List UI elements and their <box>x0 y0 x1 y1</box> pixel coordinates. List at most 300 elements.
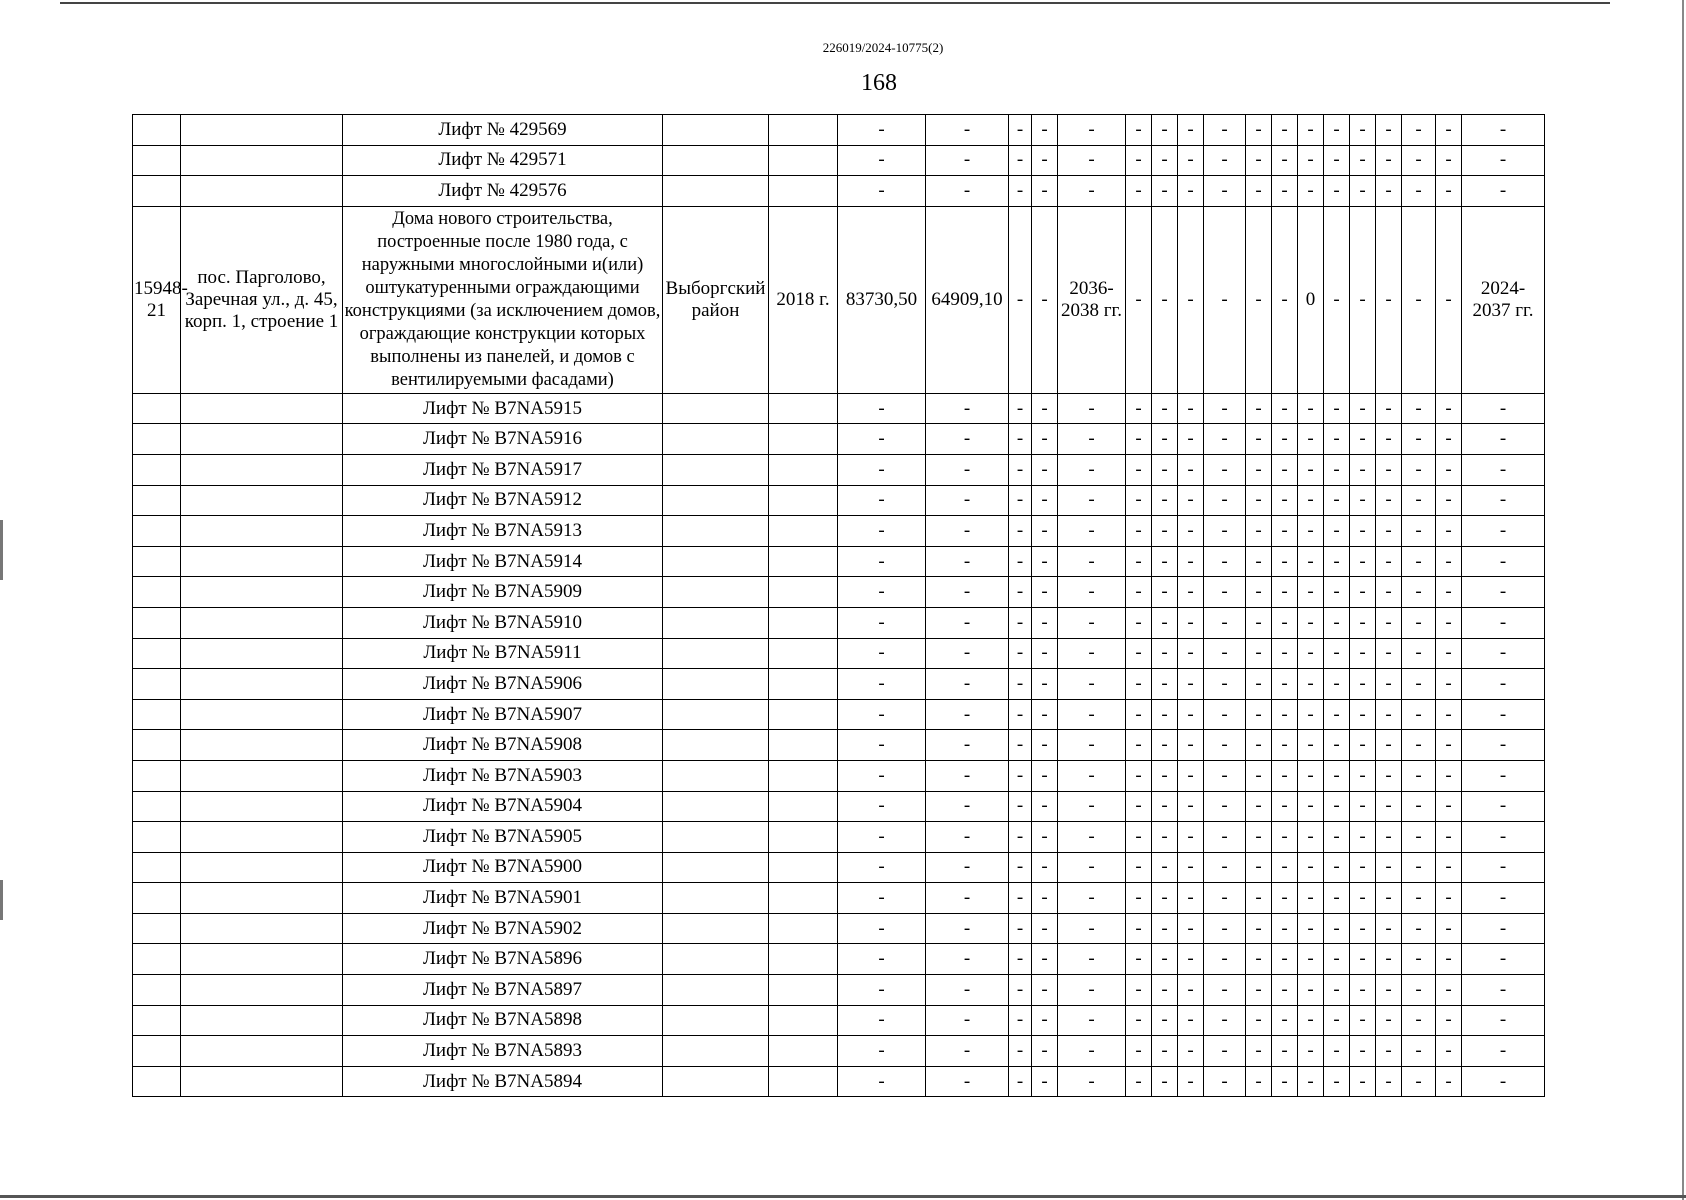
dash-cell: - <box>1204 485 1246 516</box>
dash-cell: - <box>838 944 926 975</box>
dash-cell: - <box>1402 975 1436 1006</box>
dash-cell: - <box>1272 206 1298 393</box>
empty-cell <box>181 485 343 516</box>
dash-cell: - <box>1204 791 1246 822</box>
dash-cell: - <box>1402 913 1436 944</box>
lift-row <box>133 730 1545 761</box>
dash-cell: - <box>1032 424 1058 455</box>
dash-cell: - <box>1462 607 1545 638</box>
empty-cell <box>769 730 838 761</box>
dash-cell: - <box>1204 1036 1246 1067</box>
dash-cell: - <box>1126 546 1152 577</box>
dash-cell: - <box>838 546 926 577</box>
dash-cell: - <box>1272 760 1298 791</box>
dash-cell: - <box>838 1005 926 1036</box>
empty-cell <box>133 913 181 944</box>
dash-cell: - <box>1126 1066 1152 1097</box>
dash-cell: - <box>1058 822 1126 853</box>
dash-cell: - <box>926 944 1009 975</box>
empty-cell <box>663 176 769 207</box>
dash-cell: - <box>926 485 1009 516</box>
dash-cell: - <box>1204 669 1246 700</box>
dash-cell: - <box>1009 883 1032 914</box>
dash-cell: - <box>1058 638 1126 669</box>
dash-cell: - <box>1376 699 1402 730</box>
dash-cell: - <box>1152 176 1178 207</box>
dash-cell: - <box>1298 145 1324 176</box>
dash-cell: - <box>1462 577 1545 608</box>
empty-cell <box>133 944 181 975</box>
lift-row <box>133 176 1545 207</box>
dash-cell: - <box>1324 638 1350 669</box>
dash-cell: - <box>1204 975 1246 1006</box>
empty-cell <box>133 516 181 547</box>
dash-cell: - <box>1350 852 1376 883</box>
dash-cell: - <box>1462 516 1545 547</box>
dash-cell: - <box>838 975 926 1006</box>
dash-cell: - <box>1436 944 1462 975</box>
lift-name-cell: Лифт № B7NA5910 <box>343 607 663 638</box>
dash-cell: - <box>1204 944 1246 975</box>
empty-cell <box>769 760 838 791</box>
empty-cell <box>181 669 343 700</box>
dash-cell: - <box>1402 607 1436 638</box>
dash-cell: - <box>838 883 926 914</box>
dash-cell: - <box>1324 1066 1350 1097</box>
lift-row <box>133 852 1545 883</box>
dash-cell: - <box>1436 145 1462 176</box>
dash-cell: - <box>1126 944 1152 975</box>
dash-cell: - <box>1376 607 1402 638</box>
empty-cell <box>663 638 769 669</box>
dash-cell: - <box>1009 1066 1032 1097</box>
dash-cell: - <box>1152 485 1178 516</box>
empty-cell <box>181 791 343 822</box>
dash-cell: - <box>1126 516 1152 547</box>
work-period-cell: 2036-2038 гг. <box>1058 206 1126 393</box>
lift-row <box>133 1005 1545 1036</box>
dash-cell: - <box>1402 791 1436 822</box>
dash-cell: - <box>1152 424 1178 455</box>
dash-cell: - <box>1376 822 1402 853</box>
dash-cell: - <box>1009 791 1032 822</box>
dash-cell: - <box>1152 206 1178 393</box>
empty-cell <box>663 699 769 730</box>
dash-cell: - <box>1462 975 1545 1006</box>
empty-cell <box>663 852 769 883</box>
empty-cell <box>663 883 769 914</box>
dash-cell: - <box>1178 913 1204 944</box>
dash-cell: - <box>1376 454 1402 485</box>
lift-row <box>133 669 1545 700</box>
dash-cell: - <box>1376 638 1402 669</box>
empty-cell <box>769 485 838 516</box>
dash-cell: - <box>1376 944 1402 975</box>
dash-cell: - <box>1009 206 1032 393</box>
dash-cell: - <box>1272 115 1298 146</box>
empty-cell <box>181 454 343 485</box>
dash-cell: - <box>1032 206 1058 393</box>
dash-cell: - <box>1324 1036 1350 1067</box>
lift-row <box>133 699 1545 730</box>
dash-cell: - <box>1324 760 1350 791</box>
dash-cell: - <box>1152 699 1178 730</box>
dash-cell: - <box>1152 944 1178 975</box>
dash-cell: - <box>1402 730 1436 761</box>
dash-cell: - <box>1009 699 1032 730</box>
dash-cell: - <box>1376 852 1402 883</box>
dash-cell: - <box>1350 913 1376 944</box>
empty-cell <box>133 1005 181 1036</box>
dash-cell: - <box>1009 516 1032 547</box>
dash-cell: - <box>1298 852 1324 883</box>
dash-cell: - <box>1204 424 1246 455</box>
dash-cell: - <box>1350 485 1376 516</box>
dash-cell: - <box>1298 1036 1324 1067</box>
dash-cell: - <box>1178 638 1204 669</box>
dash-cell: - <box>926 393 1009 424</box>
dash-cell: - <box>1298 883 1324 914</box>
dash-cell: - <box>1246 485 1272 516</box>
dash-cell: - <box>1376 485 1402 516</box>
empty-cell <box>181 546 343 577</box>
dash-cell: - <box>1178 760 1204 791</box>
lift-name-cell: Лифт № B7NA5909 <box>343 577 663 608</box>
empty-cell <box>663 730 769 761</box>
dash-cell: - <box>838 454 926 485</box>
dash-cell: - <box>1058 454 1126 485</box>
dash-cell: - <box>1009 546 1032 577</box>
dash-cell: - <box>1009 730 1032 761</box>
lift-row <box>133 577 1545 608</box>
dash-cell: - <box>1204 393 1246 424</box>
dash-cell: - <box>926 669 1009 700</box>
empty-cell <box>663 145 769 176</box>
dash-cell: - <box>1126 176 1152 207</box>
overall-period-cell: 2024-2037 гг. <box>1462 206 1545 393</box>
dash-cell: - <box>1272 638 1298 669</box>
empty-cell <box>133 393 181 424</box>
empty-cell <box>769 638 838 669</box>
dash-cell: - <box>1350 607 1376 638</box>
empty-cell <box>181 760 343 791</box>
empty-cell <box>181 176 343 207</box>
dash-cell: - <box>1272 393 1298 424</box>
empty-cell <box>769 454 838 485</box>
dash-cell: - <box>1324 699 1350 730</box>
dash-cell: - <box>838 485 926 516</box>
empty-cell <box>133 975 181 1006</box>
dash-cell: - <box>1204 699 1246 730</box>
dash-cell: - <box>1298 944 1324 975</box>
dash-cell: - <box>1126 975 1152 1006</box>
lift-row <box>133 516 1545 547</box>
empty-cell <box>133 791 181 822</box>
dash-cell: - <box>1178 145 1204 176</box>
lift-name-cell: Лифт № B7NA5911 <box>343 638 663 669</box>
dash-cell: - <box>1462 1036 1545 1067</box>
empty-cell <box>663 516 769 547</box>
lift-row <box>133 883 1545 914</box>
lift-name-cell: Лифт № B7NA5907 <box>343 699 663 730</box>
dash-cell: - <box>926 115 1009 146</box>
dash-cell: - <box>926 454 1009 485</box>
dash-cell: - <box>1376 577 1402 608</box>
empty-cell <box>663 115 769 146</box>
dash-cell: - <box>838 393 926 424</box>
dash-cell: - <box>1152 516 1178 547</box>
dash-cell: - <box>1462 1005 1545 1036</box>
dash-cell: - <box>1178 424 1204 455</box>
dash-cell: - <box>1272 1066 1298 1097</box>
lift-row <box>133 822 1545 853</box>
dash-cell: - <box>1032 699 1058 730</box>
dash-cell: - <box>1204 883 1246 914</box>
empty-cell <box>133 546 181 577</box>
empty-cell <box>663 454 769 485</box>
empty-cell <box>769 822 838 853</box>
dash-cell: - <box>1009 485 1032 516</box>
empty-cell <box>133 822 181 853</box>
dash-cell: - <box>926 699 1009 730</box>
dash-cell: - <box>926 1036 1009 1067</box>
lift-row <box>133 975 1545 1006</box>
dash-cell: - <box>1462 730 1545 761</box>
dash-cell: - <box>1152 883 1178 914</box>
dash-cell: - <box>1298 1005 1324 1036</box>
dash-cell: - <box>1324 669 1350 700</box>
dash-cell: - <box>1058 944 1126 975</box>
dash-cell: - <box>1126 393 1152 424</box>
dash-cell: - <box>926 516 1009 547</box>
dash-cell: - <box>1126 115 1152 146</box>
dash-cell: - <box>1126 485 1152 516</box>
empty-cell <box>769 607 838 638</box>
empty-cell <box>663 1005 769 1036</box>
dash-cell: - <box>1298 577 1324 608</box>
dash-cell: - <box>1178 546 1204 577</box>
empty-cell <box>133 1036 181 1067</box>
dash-cell: - <box>1152 1036 1178 1067</box>
empty-cell <box>769 975 838 1006</box>
dash-cell: - <box>1324 115 1350 146</box>
dash-cell: - <box>838 822 926 853</box>
dash-cell: - <box>1178 1066 1204 1097</box>
empty-cell <box>133 115 181 146</box>
dash-cell: - <box>1246 669 1272 700</box>
dash-cell: - <box>1126 577 1152 608</box>
dash-cell: - <box>1152 607 1178 638</box>
dash-cell: - <box>1350 454 1376 485</box>
dash-cell: - <box>1402 1036 1436 1067</box>
dash-cell: - <box>1272 699 1298 730</box>
dash-cell: - <box>1436 852 1462 883</box>
dash-cell: - <box>1246 852 1272 883</box>
dash-cell: - <box>1350 791 1376 822</box>
dash-cell: - <box>1058 577 1126 608</box>
dash-cell: - <box>1462 791 1545 822</box>
dash-cell: - <box>1246 424 1272 455</box>
dash-cell: - <box>1204 913 1246 944</box>
dash-cell: - <box>1058 145 1126 176</box>
dash-cell: - <box>1350 176 1376 207</box>
dash-cell: - <box>1298 1066 1324 1097</box>
dash-cell: - <box>1436 883 1462 914</box>
dash-cell: - <box>1376 176 1402 207</box>
dash-cell: - <box>1152 1005 1178 1036</box>
dash-cell: - <box>1350 393 1376 424</box>
dash-cell: - <box>1204 1066 1246 1097</box>
dash-cell: - <box>1058 975 1126 1006</box>
dash-cell: - <box>1436 669 1462 700</box>
dash-cell: - <box>1032 852 1058 883</box>
dash-cell: - <box>1272 577 1298 608</box>
dash-cell: - <box>1376 791 1402 822</box>
dash-cell: - <box>1058 176 1126 207</box>
dash-cell: - <box>1058 1036 1126 1067</box>
empty-cell <box>181 638 343 669</box>
dash-cell: - <box>1436 607 1462 638</box>
dash-cell: - <box>1152 852 1178 883</box>
dash-cell: - <box>1298 176 1324 207</box>
dash-cell: - <box>926 913 1009 944</box>
empty-cell <box>181 577 343 608</box>
dash-cell: - <box>1246 883 1272 914</box>
dash-cell: - <box>1009 760 1032 791</box>
dash-cell: - <box>1350 577 1376 608</box>
dash-cell: - <box>1376 546 1402 577</box>
dash-cell: - <box>1350 944 1376 975</box>
dash-cell: - <box>1350 822 1376 853</box>
dash-cell: - <box>1298 607 1324 638</box>
dash-cell: - <box>1324 944 1350 975</box>
dash-cell: - <box>1152 975 1178 1006</box>
empty-cell <box>181 730 343 761</box>
dash-cell: - <box>1032 913 1058 944</box>
dash-cell: - <box>1436 913 1462 944</box>
dash-cell: - <box>1246 546 1272 577</box>
empty-cell <box>133 669 181 700</box>
lift-row <box>133 454 1545 485</box>
dash-cell: - <box>1298 454 1324 485</box>
dash-cell: - <box>1246 760 1272 791</box>
lift-name-cell: Лифт № B7NA5898 <box>343 1005 663 1036</box>
dash-cell: - <box>1436 176 1462 207</box>
dash-cell: - <box>1350 145 1376 176</box>
dash-cell: - <box>1462 393 1545 424</box>
dash-cell: - <box>1436 485 1462 516</box>
dash-cell: - <box>1009 577 1032 608</box>
dash-cell: - <box>838 760 926 791</box>
empty-cell <box>769 1036 838 1067</box>
empty-cell <box>769 115 838 146</box>
dash-cell: - <box>1032 822 1058 853</box>
lift-name-cell: Лифт № B7NA5908 <box>343 730 663 761</box>
dash-cell: - <box>1436 577 1462 608</box>
lift-name-cell: Лифт № B7NA5902 <box>343 913 663 944</box>
lift-name-cell: Лифт № 429569 <box>343 115 663 146</box>
dash-cell: - <box>1402 145 1436 176</box>
lift-row <box>133 393 1545 424</box>
dash-cell: - <box>1009 638 1032 669</box>
dash-cell: - <box>1402 393 1436 424</box>
dash-cell: - <box>1126 699 1152 730</box>
empty-cell <box>181 424 343 455</box>
dash-cell: - <box>1350 638 1376 669</box>
dash-cell: - <box>1402 176 1436 207</box>
dash-cell: - <box>1032 546 1058 577</box>
dash-cell: - <box>1126 145 1152 176</box>
empty-cell <box>181 607 343 638</box>
lift-name-cell: Лифт № 429571 <box>343 145 663 176</box>
dash-cell: - <box>1178 454 1204 485</box>
dash-cell: - <box>1204 852 1246 883</box>
dash-cell: - <box>1204 206 1246 393</box>
dash-cell: - <box>926 852 1009 883</box>
capital-repair-register-table <box>132 114 1545 1097</box>
dash-cell: - <box>1272 975 1298 1006</box>
dash-cell: - <box>1058 546 1126 577</box>
scan-top-edge <box>60 2 1610 4</box>
dash-cell: - <box>1272 791 1298 822</box>
dash-cell: - <box>1246 1036 1272 1067</box>
dash-cell: - <box>1436 1036 1462 1067</box>
dash-cell: - <box>1376 206 1402 393</box>
dash-cell: - <box>1032 669 1058 700</box>
dash-cell: - <box>926 176 1009 207</box>
dash-cell: - <box>1324 424 1350 455</box>
empty-cell <box>663 822 769 853</box>
house-address-cell: пос. Парголово, Заречная ул., д. 45, корп. 1, строение 1 <box>181 206 343 393</box>
dash-cell: - <box>1376 730 1402 761</box>
empty-cell <box>181 699 343 730</box>
dash-cell: - <box>1032 176 1058 207</box>
scan-right-edge <box>1682 0 1684 1200</box>
empty-cell <box>181 115 343 146</box>
house-number-cell: 15948-21 <box>133 206 181 393</box>
dash-cell: - <box>1152 115 1178 146</box>
dash-cell: - <box>1402 1005 1436 1036</box>
lift-row <box>133 1066 1545 1097</box>
dash-cell: - <box>1032 485 1058 516</box>
lift-name-cell: Лифт № B7NA5894 <box>343 1066 663 1097</box>
dash-cell: - <box>1126 638 1152 669</box>
dash-cell: - <box>1246 454 1272 485</box>
empty-cell <box>769 699 838 730</box>
dash-cell: - <box>1402 822 1436 853</box>
dash-cell: - <box>1402 577 1436 608</box>
lift-row <box>133 424 1545 455</box>
lift-row <box>133 791 1545 822</box>
dash-cell: - <box>1058 760 1126 791</box>
dash-cell: - <box>1324 1005 1350 1036</box>
dash-cell: - <box>838 424 926 455</box>
dash-cell: - <box>1272 1036 1298 1067</box>
dash-cell: - <box>1126 1036 1152 1067</box>
dash-cell: - <box>926 1005 1009 1036</box>
dash-cell: - <box>926 424 1009 455</box>
dash-cell: - <box>1436 1005 1462 1036</box>
dash-cell: - <box>1178 883 1204 914</box>
dash-cell: - <box>1032 883 1058 914</box>
dash-cell: - <box>1298 485 1324 516</box>
dash-cell: - <box>1178 115 1204 146</box>
dash-cell: - <box>1178 607 1204 638</box>
dash-cell: - <box>1152 730 1178 761</box>
page-number: 168 <box>861 70 897 96</box>
dash-cell: - <box>1272 546 1298 577</box>
dash-cell: - <box>1246 206 1272 393</box>
